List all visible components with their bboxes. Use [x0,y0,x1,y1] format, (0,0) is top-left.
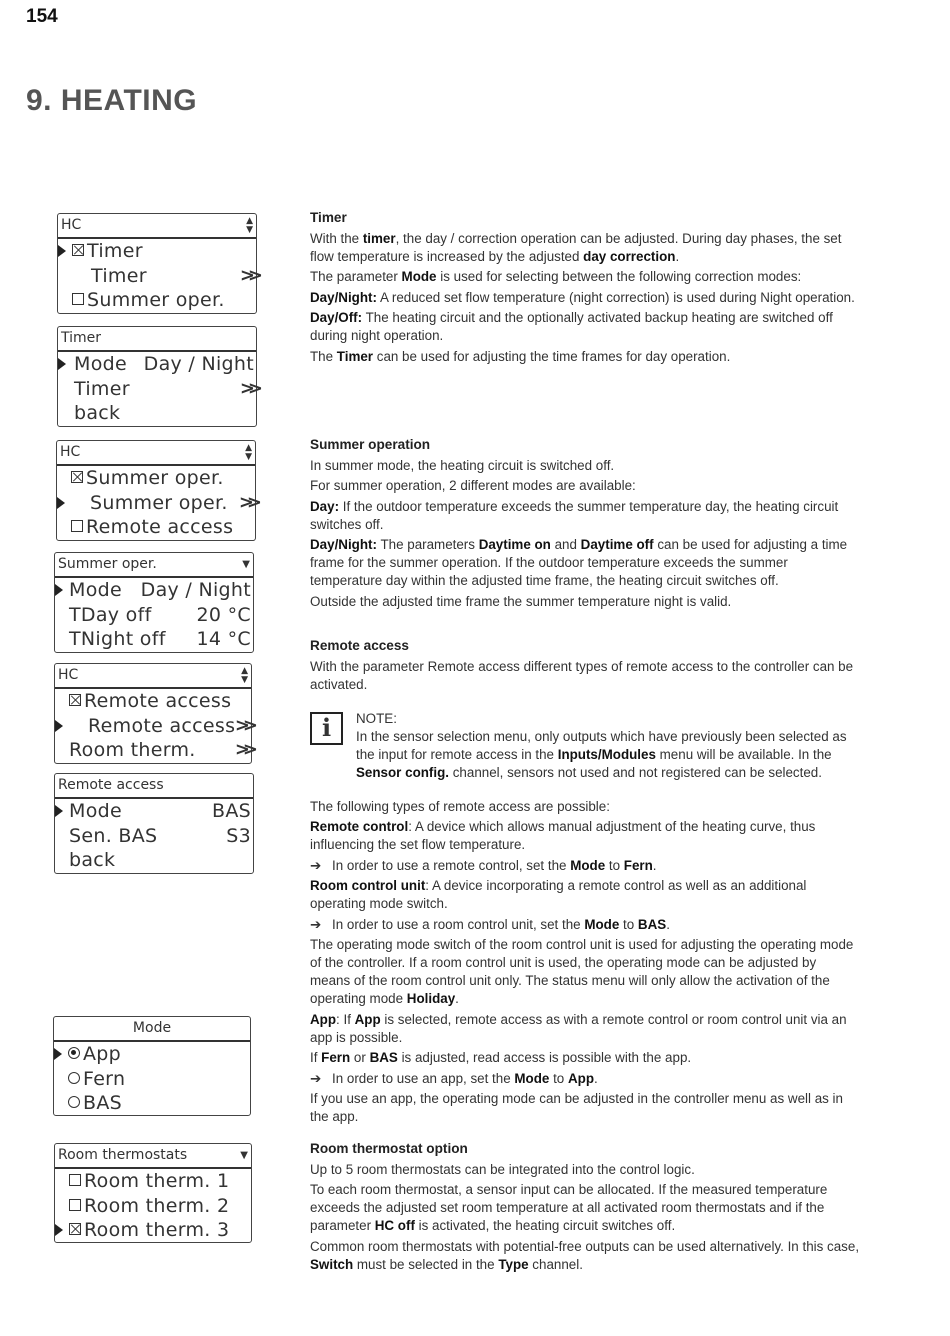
row-label: Remote access [88,714,236,737]
row-label: Mode [69,579,122,601]
up-down-arrows-icon: ▲ ▼ [246,215,253,235]
display-title: Room thermostats [58,1147,188,1163]
radio-icon[interactable] [68,1096,80,1108]
paragraph: For summer operation, 2 different modes are available: [310,478,636,493]
paragraph: The Timer can be used for adjusting the time frames for day operation. [310,348,731,364]
menu-row[interactable] [55,1194,251,1219]
display-room-thermostats [54,1143,252,1243]
row-label: TDay off [69,603,152,626]
paragraph: To each room thermostat, a sensor input can be allocated. If the measured temperature exceeds the adjusted set room temperature at all activated room thermostats and if the parameter HC off is activated, the heating circuit switches off. [310,1182,828,1233]
paragraph: Common room thermostats with potential-free outputs can be used alternatively. In this case, Switch must be selected in the Type channel. [310,1238,860,1272]
paragraph: Day/Off: The heating circuit and the optionally activated backup heating are switched off during night operation. [310,310,833,343]
row-value: S3 [226,824,251,847]
menu-row[interactable] [58,401,256,426]
display-title: HC [61,217,82,233]
row-label: Remote access [86,516,234,539]
display-header [57,441,255,466]
cursor-icon [55,720,63,732]
chevron-right-icon: >> [239,264,256,286]
instruction: ➔ In order to use a room control unit, set the Mode to BAS. [310,916,670,932]
note-box [310,710,860,782]
display-header [58,327,256,352]
row-label: TNight off [69,628,166,651]
paragraph: Outside the adjusted time frame the summer temperature night is valid. [310,593,732,609]
cursor-icon [58,245,66,257]
checkbox-icon[interactable] [72,293,84,305]
display-title: Timer [61,330,102,346]
row-label: Sen. BAS [69,824,158,847]
up-down-arrows-icon: ▲ ▼ [241,665,248,685]
display-header [54,1017,250,1042]
paragraph: With the timer, the day / correction operation can be adjusted. During day phases, the set flow temperature is increased by the adjusted day correction. [310,230,842,264]
display-header [58,214,256,239]
row-label: Room therm. 1 [84,1170,230,1192]
note-text: In the sensor selection menu, only outputs which have previously been selected as the input for remote access in the Inputs/Modules menu will be available. In the Sensor config. channel, sensors not used and not registered can be selected. [356,728,847,780]
checkbox-icon[interactable] [71,520,83,532]
page-number: 154 [26,6,58,27]
note-label: NOTE: [356,710,397,726]
menu-row[interactable] [54,1067,250,1092]
menu-row[interactable] [55,627,253,652]
row-value: BAS [212,800,251,822]
up-down-arrows-icon: ▲ ▼ [245,442,252,462]
radio-selected-icon[interactable] [68,1047,80,1059]
row-label: App [83,1043,122,1065]
arrow-right-icon: ➔ [310,916,322,932]
menu-row[interactable] [57,515,255,540]
menu-row[interactable] [58,377,256,402]
menu-row[interactable] [55,578,253,603]
chevron-right-icon: >> [234,739,251,761]
chevron-right-icon: >> [234,714,251,736]
checkbox-checked-icon[interactable] [69,694,81,706]
menu-row[interactable] [55,603,253,628]
paragraph: App: If App is selected, remote access as with a remote control or room control unit via an app is possible. [310,1011,847,1045]
menu-row[interactable] [57,491,255,516]
section-summer-operation [310,436,860,613]
row-label: Timer [74,377,130,400]
section-timer [310,209,860,368]
menu-row[interactable] [54,1042,250,1067]
menu-row[interactable] [55,848,253,873]
menu-row[interactable] [55,689,251,714]
cursor-icon [57,497,65,509]
display-hc-remote [54,663,252,764]
arrow-right-icon: ➔ [310,857,322,873]
display-mode [53,1016,251,1116]
row-label: Timer [87,240,143,262]
row-value: Day / Night [140,579,251,601]
row-label: Mode [74,353,127,375]
row-value: 14 °C [196,628,251,651]
row-label: BAS [83,1092,122,1115]
arrow-right-icon: ➔ [310,1070,322,1086]
section-room-thermostat [310,1140,860,1276]
menu-row[interactable] [58,288,256,313]
menu-row[interactable] [54,1091,250,1116]
display-remote-access [54,773,254,874]
info-icon: i [310,712,343,745]
paragraph: Day: If the outdoor temperature exceeds the summer temperature day, the heating circuit switches off. [310,498,839,532]
paragraph: In summer mode, the heating circuit is switched off. [310,457,615,473]
menu-row[interactable] [55,1169,251,1194]
row-label: Summer oper. [87,289,225,312]
menu-row[interactable] [55,799,253,824]
paragraph: If you use an app, the operating mode can be adjusted in the controller menu as well as in the app. [310,1091,843,1124]
paragraph: Room control unit: A device incorporating a remote control as well as an additional operating mode switch. [310,878,807,911]
cursor-icon [55,584,63,596]
instruction: ➔ In order to use an app, set the Mode to App. [310,1070,598,1086]
paragraph: Remote control: A device which allows manual adjustment of the heating curve, thus influencing the set flow temperature. [310,819,816,852]
display-timer [57,326,257,427]
display-header [55,1144,251,1169]
row-value: 20 °C [196,603,251,626]
display-header [55,774,253,799]
section-heading: Remote access [310,638,409,653]
checkbox-checked-icon[interactable] [71,471,83,483]
row-label: Summer oper. [86,467,224,489]
checkbox-icon[interactable] [69,1174,81,1186]
row-label: back [74,402,121,425]
cursor-icon [54,1048,62,1060]
down-arrow-icon: ▼ [240,1150,248,1161]
display-title: HC [60,444,81,460]
row-label: Timer [91,264,147,287]
display-title: Remote access [58,777,164,793]
paragraph: The operating mode switch of the room control unit is used for adjusting the operating mode of the controller. If a room control unit is used, the operating mode can be adjusted by means of the room control unit only. The status menu will only allow the activation of the operating mode Holiday. [310,937,854,1006]
section-heading: Timer [310,210,347,225]
instruction: ➔ In order to use a remote control, set the Mode to Fern. [310,857,657,873]
display-hc-summer [56,440,256,541]
cursor-icon [55,1224,63,1236]
row-label: Room therm. [69,739,196,762]
section-heading: Room thermostat option [310,1141,468,1156]
menu-row[interactable] [57,466,255,491]
display-header [55,553,253,578]
paragraph: With the parameter Remote access different types of remote access to the controller can be activated. [310,658,854,692]
menu-row[interactable] [58,239,256,264]
display-header [55,664,251,689]
section-remote-access [310,637,860,1129]
chevron-right-icon: >> [238,491,255,513]
menu-row[interactable] [58,264,256,289]
display-title: Summer oper. [58,556,157,572]
paragraph: If Fern or BAS is adjusted, read access is possible with the app. [310,1050,692,1065]
menu-row[interactable] [55,824,253,849]
cursor-icon [55,805,63,817]
menu-row[interactable] [55,1218,251,1243]
checkbox-icon[interactable] [69,1199,81,1211]
row-label: back [69,849,116,872]
chevron-right-icon: >> [239,377,256,399]
radio-icon[interactable] [68,1072,80,1084]
display-hc-timer [57,213,257,314]
row-label: Mode [69,800,122,822]
row-label: Room therm. 2 [84,1194,230,1217]
menu-row[interactable] [58,352,256,377]
row-label: Remote access [84,690,232,712]
display-title: HC [58,667,79,683]
row-label: Summer oper. [90,491,228,514]
section-heading: Summer operation [310,437,431,452]
display-title: Mode [132,1020,172,1036]
row-label: Room therm. 3 [84,1219,230,1242]
paragraph: The following types of remote access are possible: [310,798,610,814]
row-label: Fern [83,1067,126,1090]
menu-row[interactable] [55,738,251,763]
down-arrow-icon: ▼ [242,559,250,570]
checkbox-checked-icon[interactable] [69,1223,81,1235]
paragraph: Day/Night: A reduced set flow temperature (night correction) is used during Night operation. [310,289,855,305]
row-value: Day / Night [143,353,254,375]
chapter-title: 9. HEATING [26,84,198,117]
paragraph: Up to 5 room thermostats can be integrated into the control logic. [310,1161,695,1177]
display-summer-oper [54,552,254,653]
checkbox-checked-icon[interactable] [72,244,84,256]
cursor-icon [58,358,66,370]
paragraph: The parameter Mode is used for selecting between the following correction modes: [310,269,802,284]
paragraph: Day/Night: The parameters Daytime on and Daytime off can be used for adjusting a time frame for the summer operation. If the outdoor temperature exceeds the summer temperature day within the adjusted time frame, the heating circuit switches off. [310,537,848,588]
menu-row[interactable] [55,714,251,739]
